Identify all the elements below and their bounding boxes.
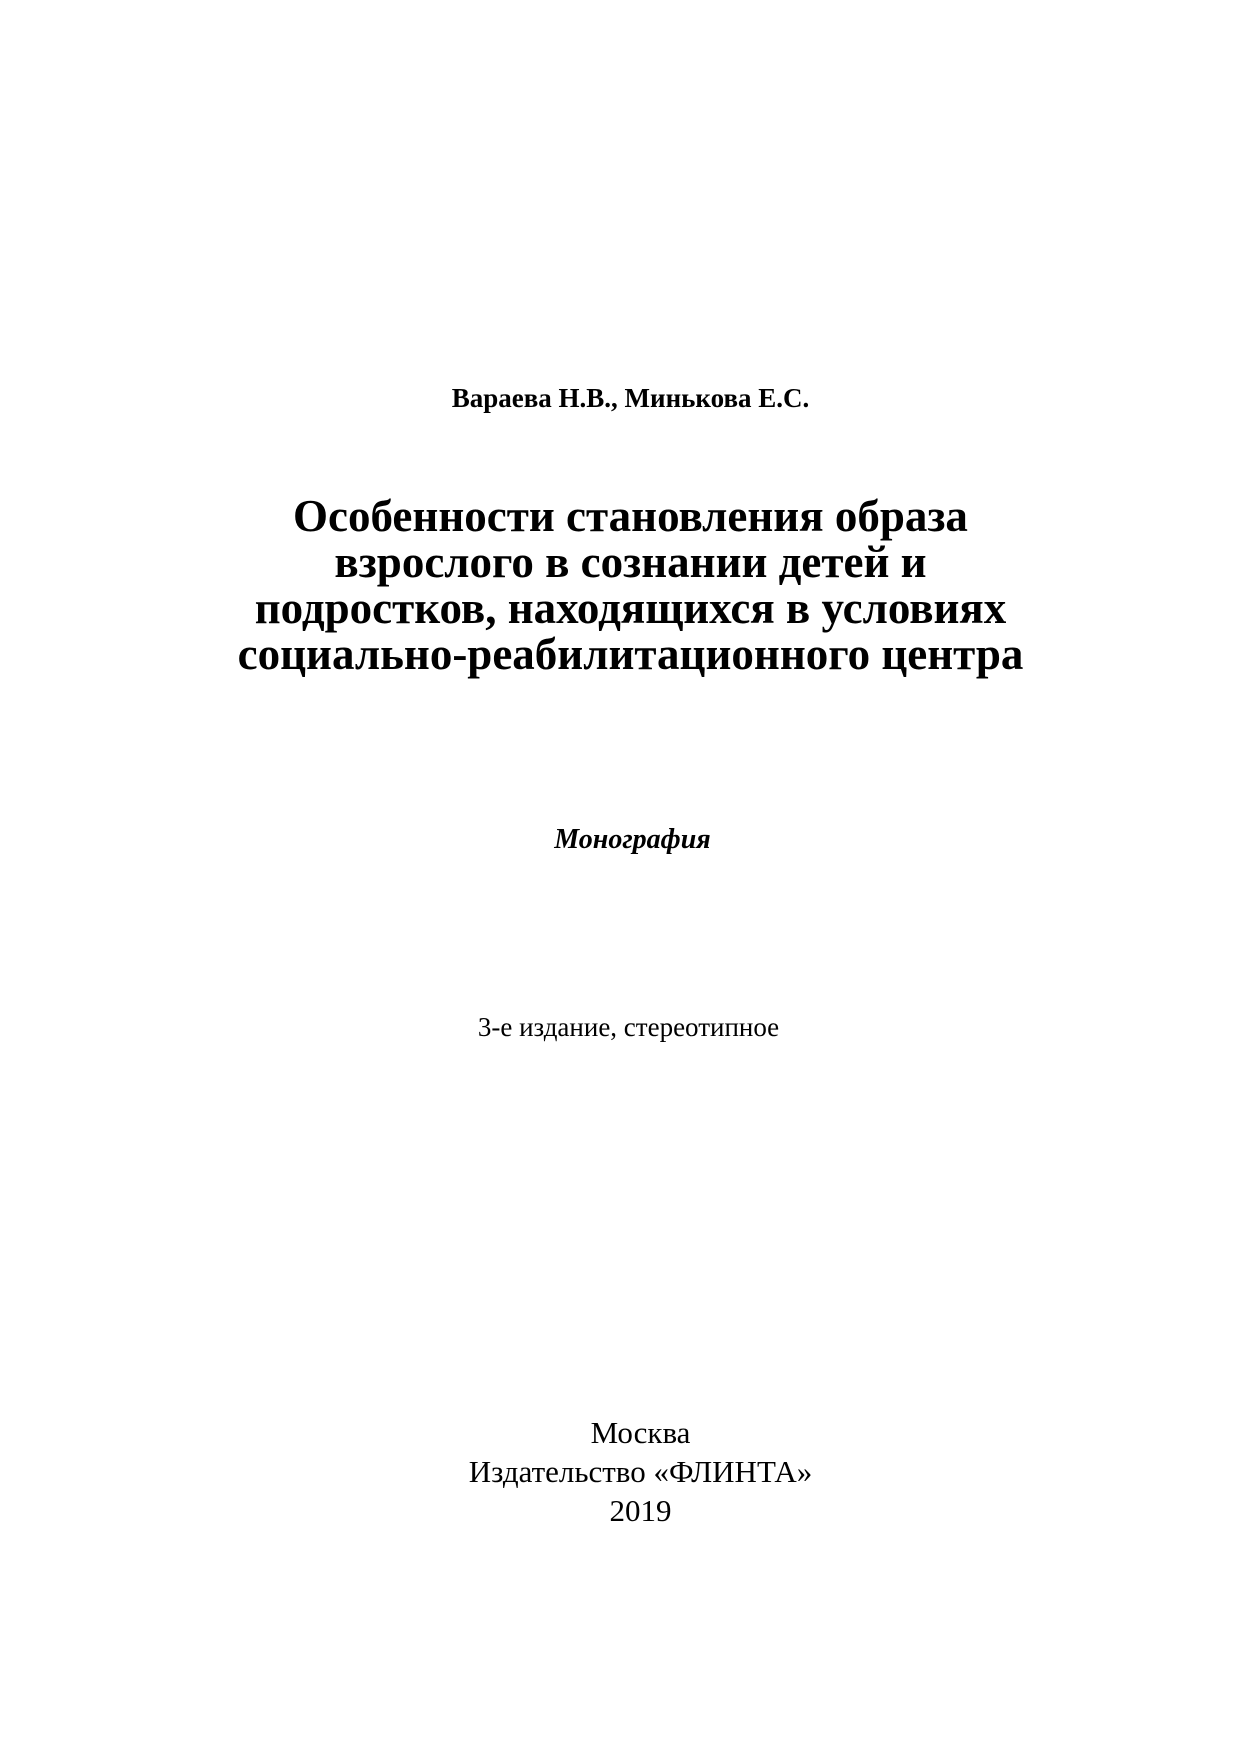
book-title-line-4: социально-реабилитационного центра — [237, 629, 1024, 679]
book-title — [10, 493, 1241, 677]
book-title-line-2: взрослого в сознании детей и — [334, 537, 927, 587]
imprint-year: 2019 — [609, 1493, 672, 1528]
authors: Вараева Н.В., Минькова Е.С. — [451, 383, 810, 413]
imprint — [20, 1413, 1241, 1530]
imprint-city: Москва — [590, 1415, 691, 1450]
edition-note: 3-е издание, стереотипное — [477, 1012, 780, 1042]
book-title-line-1: Особенности становления образа — [293, 491, 968, 541]
imprint-publisher: Издательство «ФЛИНТА» — [468, 1454, 813, 1489]
genre-label: Монография — [554, 824, 711, 855]
book-title-line-3: подростков, находящихся в условиях — [254, 583, 1007, 633]
